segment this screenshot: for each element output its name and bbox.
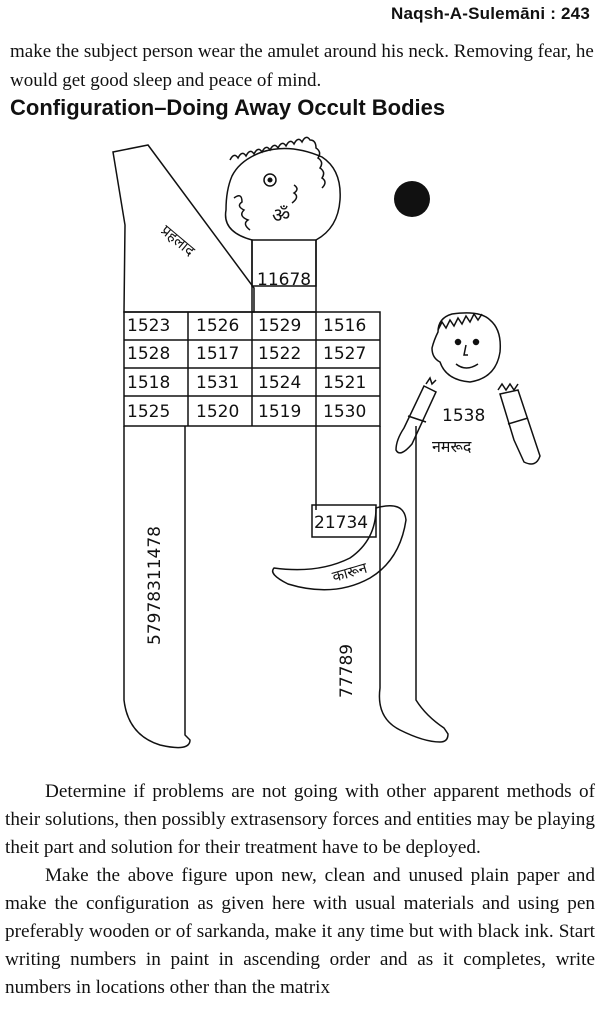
grid-cell: 1524 <box>258 373 302 393</box>
grid-cell: 1528 <box>127 344 171 364</box>
grid-cell: 1523 <box>127 316 171 336</box>
running-header: Naqsh-A-Sulemāni : 243 <box>390 4 590 23</box>
right-leg <box>379 426 448 742</box>
black-dot <box>394 181 430 217</box>
grid-cell: 1519 <box>258 402 302 422</box>
knife-number: 21734 <box>314 513 369 533</box>
left-leg-number: 57978311478 <box>145 526 165 645</box>
raised-arm <box>113 145 254 312</box>
grid-cell: 1517 <box>196 344 240 364</box>
nose <box>292 185 297 203</box>
grid-cell: 1525 <box>127 402 171 422</box>
small-figure-number: 1538 <box>442 406 486 426</box>
right-leg-number: 77789 <box>337 643 357 698</box>
grid-cell: 1529 <box>258 316 302 336</box>
grid-cell: 1531 <box>196 373 240 393</box>
grid-cell: 1522 <box>258 344 302 364</box>
face-glyph: ॐ <box>272 203 291 227</box>
section-heading: Configuration–Doing Away Occult Bodies <box>10 95 446 120</box>
grid-cell: 1520 <box>196 402 240 422</box>
arm-name: प्रहलाद <box>157 221 199 260</box>
grid-cell: 1516 <box>323 316 367 336</box>
knife-name: कारून <box>330 558 370 586</box>
hair <box>230 137 325 188</box>
body-paragraph: Make the above figure upon new, clean and unused plain paper and make the configuration as given here with usual materials and using pen preferably wooden or of sarkanda, make it any time but with black ink. Start writing numbers in paint in ascending order and as it completes, write numbers in locations other than the matrix <box>5 865 595 998</box>
grid-cell: 1526 <box>196 316 240 336</box>
body-text <box>5 778 595 1002</box>
small-figure-right-arm <box>500 390 540 464</box>
grid-cell: 1521 <box>323 373 367 393</box>
intro-paragraph: make the subject person wear the amulet around his neck. Removing fear, he would get good sleep and peace of mind. <box>10 41 594 91</box>
small-figure-name: नमरूद <box>432 437 472 456</box>
body-paragraph: Determine if problems are not going with other apparent methods of their solutions, then possibly extrasensory forces and entities may be playing theit part and solution for their treatment have to be deployed. <box>5 781 595 858</box>
grid-cell: 1530 <box>323 402 367 422</box>
grid-cell: 1527 <box>323 344 367 364</box>
head-number: 11678 <box>257 270 312 290</box>
grid-cell: 1518 <box>127 373 171 393</box>
